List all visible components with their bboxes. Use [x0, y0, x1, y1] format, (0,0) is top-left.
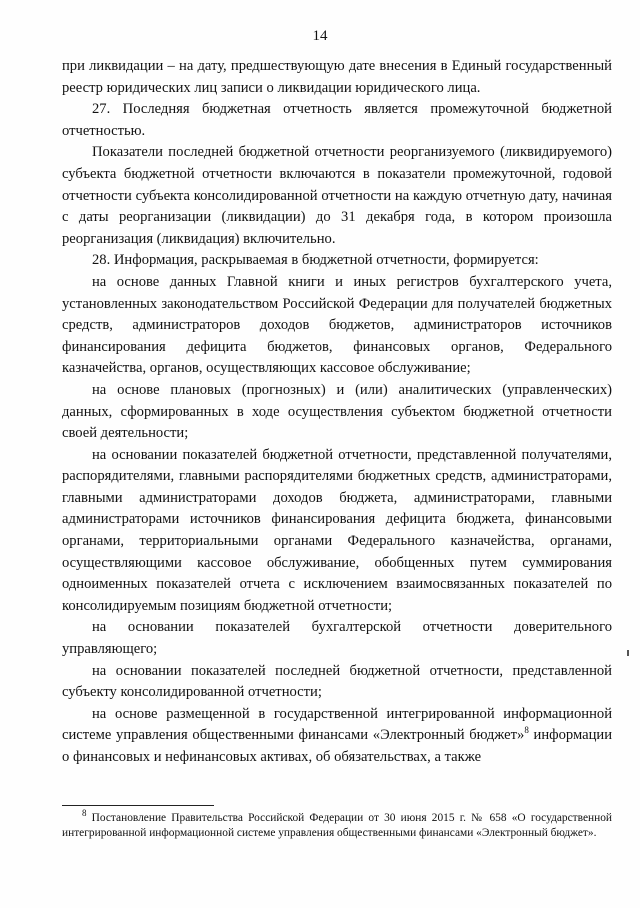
paragraph: Показатели последней бюджетной отчетности реорганизуемого (ликвидируемого) субъекта бюджетной отчетности включаются в показатели промежуточной, годовой отчетности субъекта консолидированной отчетности на каждую отчетную дату, начиная с даты реорганизации (ликвидации) до 31 декабря года, в котором произошла реорганизация (ликвидация) включительно.: [62, 144, 612, 247]
scan-mark: [627, 650, 629, 656]
paragraph: при ликвидации – на дату, предшествующую дате внесения в Единый государственный реестр юридических лиц записи о ликвидации юридического лица.: [62, 58, 612, 96]
paragraph: на основании показателей бюджетной отчетности, представленной получателями, распорядителями, главными распорядителями бюджетных средств, администраторами, главными администраторами доходов бюджета, администраторами, главными администраторами источников финансирования дефицита бюджета, финансовыми органами, территориальными органами Федерального казначейства, органами, осуществляющими кассовое обслуживание, обобщенных путем суммирования одноименных показателей отчета с исключением взаимосвязанных показателей по консолидируемым позициям бюджетной отчетности;: [62, 446, 612, 614]
paragraph: на основе данных Главной книги и иных регистров бухгалтерского учета, установленных законодательством Российской Федерации для получателей бюджетных средств, администраторов доходов бюджетов, администраторов источников финансирования дефицита бюджетов, финансовых органов, Федерального казначейства, органов, осуществляющих кассовое обслуживание;: [62, 273, 612, 377]
footnote-marker: 8: [82, 808, 87, 819]
paragraph: 27. Последняя бюджетная отчетность является промежуточной бюджетной отчетностью.: [62, 101, 612, 139]
footnote-reference: 8: [524, 725, 529, 736]
paragraph: на основании показателей последней бюджетной отчетности, представленной субъекту консолидированной отчетности;: [62, 662, 612, 701]
paragraph-text: информации о финансовых и нефинансовых активах, об обязательствах, а также: [62, 727, 613, 765]
paragraph: на основании показателей бухгалтерской отчетности доверительного управляющего;: [62, 619, 612, 658]
paragraph: на основе плановых (прогнозных) и (или) аналитических (управленческих) данных, сформированных в ходе осуществления субъектом бюджетной отчетности своей деятельности;: [62, 381, 612, 442]
footnote-text: [62, 808, 612, 841]
paragraph: 28. Информация, раскрываемая в бюджетной отчетности, формируется:: [92, 252, 539, 269]
document-body: [62, 56, 612, 769]
footnote-separator: [62, 805, 214, 806]
paragraph-last: [62, 704, 612, 769]
paragraph-text: на основе размещенной в государственной интегрированной информационной системе управления общественными финансами «Электронный бюджет»: [62, 705, 612, 744]
footnote: [62, 808, 612, 841]
footnote-body: Постановление Правительства Российской Федерации от 30 июня 2015 г. № 658 «О государственной интегрированной информационной системе управления общественными финансами «Электронный бюджет».: [62, 812, 612, 839]
page-number: 14: [312, 28, 328, 44]
